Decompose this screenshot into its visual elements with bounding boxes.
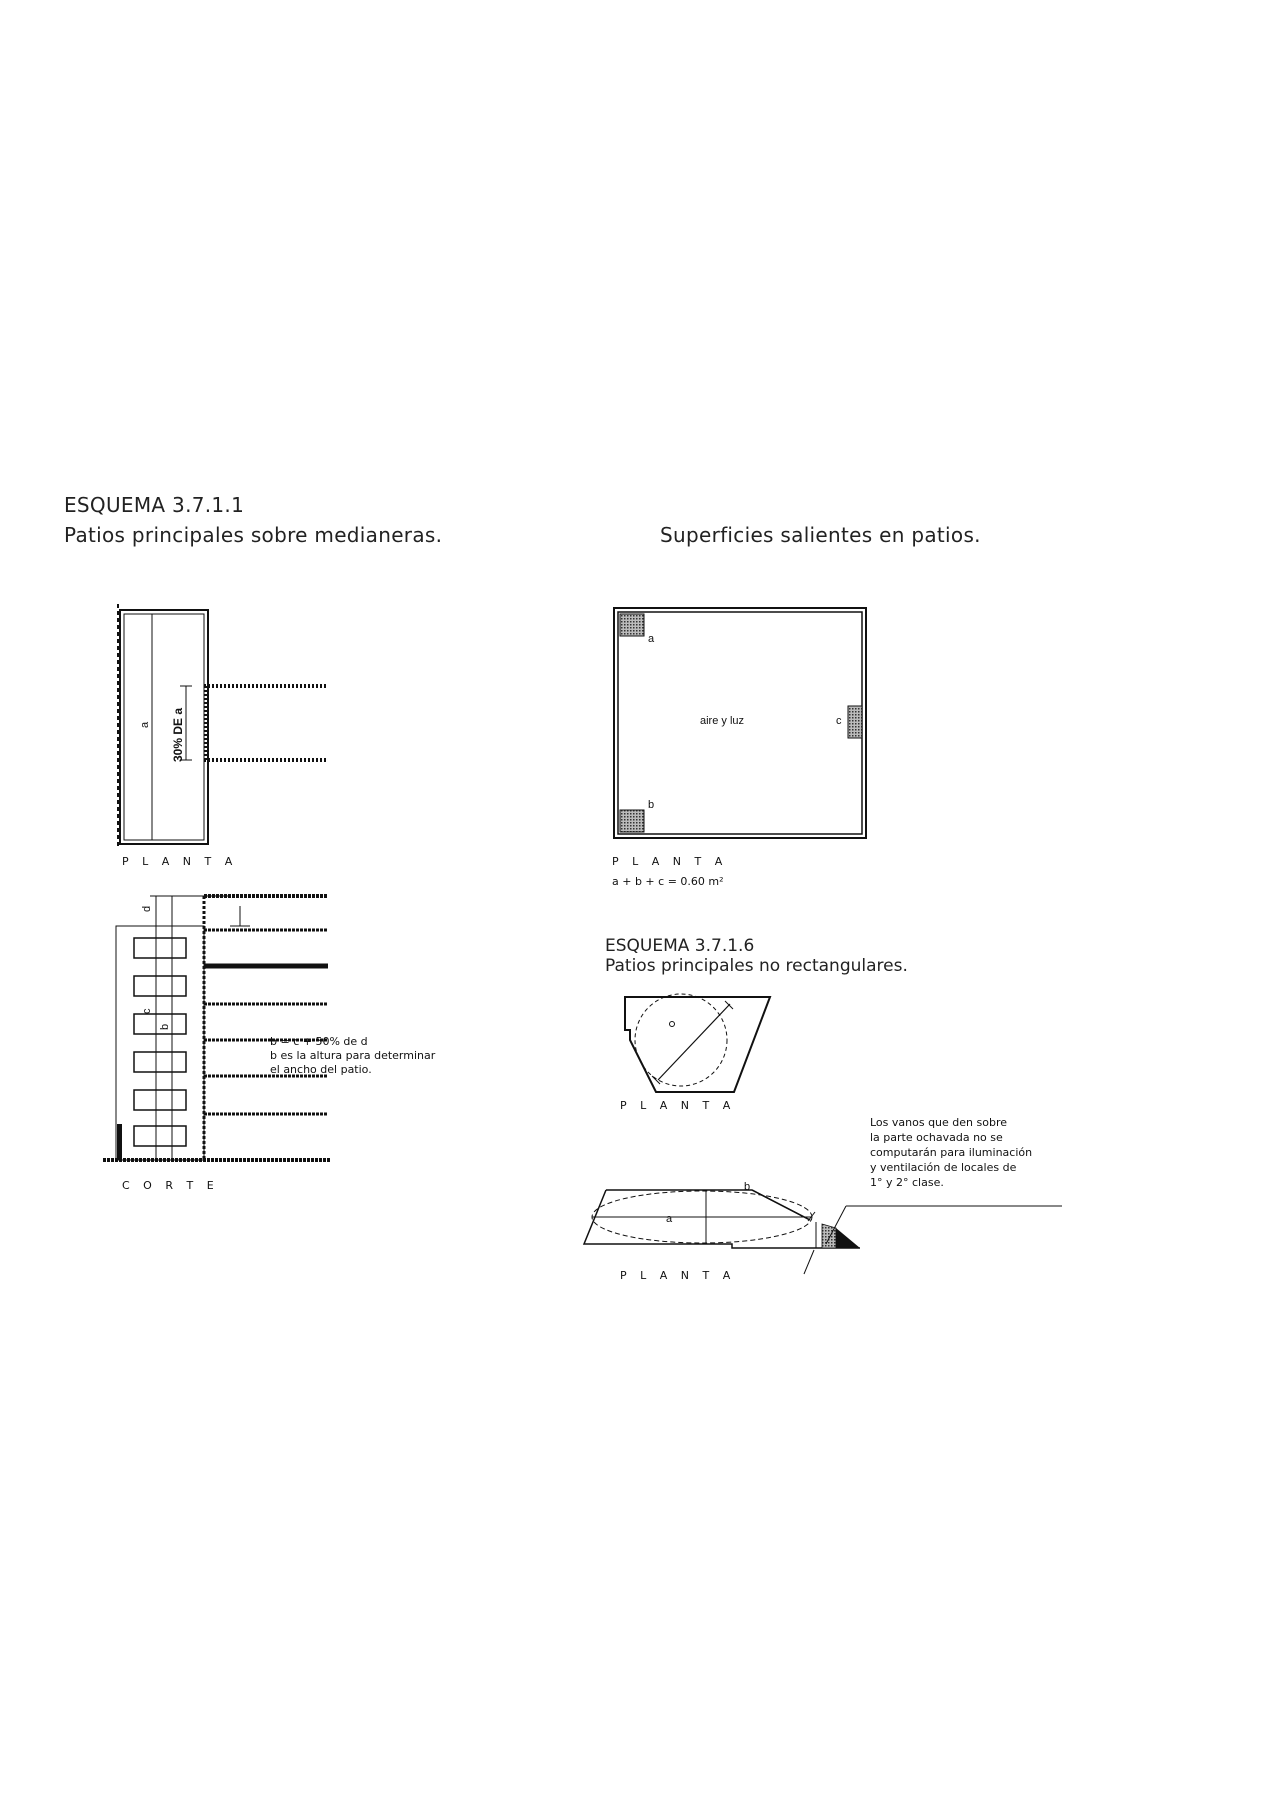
dim-d-label: d bbox=[141, 905, 153, 912]
building-outline bbox=[116, 926, 204, 1160]
saliente-a bbox=[620, 614, 644, 636]
aire-y-luz-label: aire y luz bbox=[700, 715, 745, 727]
window-4 bbox=[134, 1052, 186, 1072]
window-6 bbox=[134, 1126, 186, 1146]
esquema-3716-title: ESQUEMA 3.7.1.6 bbox=[605, 936, 755, 956]
saliente-b-label: b bbox=[648, 799, 655, 811]
corte-note-3: el ancho del patio. bbox=[270, 1063, 372, 1076]
saliente-c bbox=[848, 706, 862, 738]
dim-a-label: a bbox=[139, 721, 151, 728]
ochava-hatch bbox=[822, 1224, 836, 1248]
ochava-hatch-dark bbox=[836, 1228, 860, 1248]
window-2 bbox=[134, 976, 186, 996]
ochava-note-2: la parte ochavada no se bbox=[870, 1131, 1003, 1144]
corte-note-1: b = c + 50% de d bbox=[270, 1035, 368, 1048]
patio-inner-outline bbox=[124, 614, 204, 840]
superficies-salientes-subtitle: Superficies salientes en patios. bbox=[660, 523, 981, 547]
esquema-3716-subtitle: Patios principales no rectangulares. bbox=[605, 956, 908, 976]
corte-note-2: b es la altura para determinar bbox=[270, 1049, 436, 1062]
patio-outline bbox=[120, 610, 208, 844]
ochava-a-label: a bbox=[666, 1213, 673, 1225]
ochava-note-1: Los vanos que den sobre bbox=[870, 1116, 1008, 1129]
esquema-3711-subtitle: Patios principales sobre medianeras. bbox=[64, 523, 443, 547]
corte-drawing bbox=[103, 896, 330, 1160]
ochava-note-4: y ventilación de locales de bbox=[870, 1161, 1017, 1174]
planta-ochava-drawing bbox=[584, 1190, 1062, 1274]
inscribed-circle bbox=[635, 994, 727, 1086]
saliente-a-label: a bbox=[648, 633, 655, 645]
window-5 bbox=[134, 1090, 186, 1110]
planta-2-formula: a + b + c = 0.60 m² bbox=[612, 875, 724, 888]
window-1 bbox=[134, 938, 186, 958]
saliente-b bbox=[620, 810, 644, 832]
planta-4-label: P L A N T A bbox=[620, 1269, 736, 1282]
planta-no-rectangular-drawing bbox=[625, 994, 770, 1092]
ochava-note-5: 1° y 2° clase. bbox=[870, 1176, 944, 1189]
corte-label: C O R T E bbox=[122, 1179, 219, 1192]
irregular-patio-outline bbox=[625, 997, 770, 1092]
esquema-3711-title: ESQUEMA 3.7.1.1 bbox=[64, 493, 245, 517]
dim-b-label: b bbox=[159, 1023, 171, 1030]
diameter-line bbox=[658, 1004, 730, 1080]
ochava-note-3: computarán para iluminación bbox=[870, 1146, 1033, 1159]
planta-1-label: P L A N T A bbox=[122, 855, 238, 868]
dim-c-label: c bbox=[141, 1008, 153, 1014]
saliente-c-label: c bbox=[836, 715, 842, 727]
planta-2-label: P L A N T A bbox=[612, 855, 728, 868]
ochava-b-label: b bbox=[744, 1181, 751, 1193]
planta-3-label: P L A N T A bbox=[620, 1099, 736, 1112]
dim-30-label: 30% DE a bbox=[171, 707, 185, 762]
